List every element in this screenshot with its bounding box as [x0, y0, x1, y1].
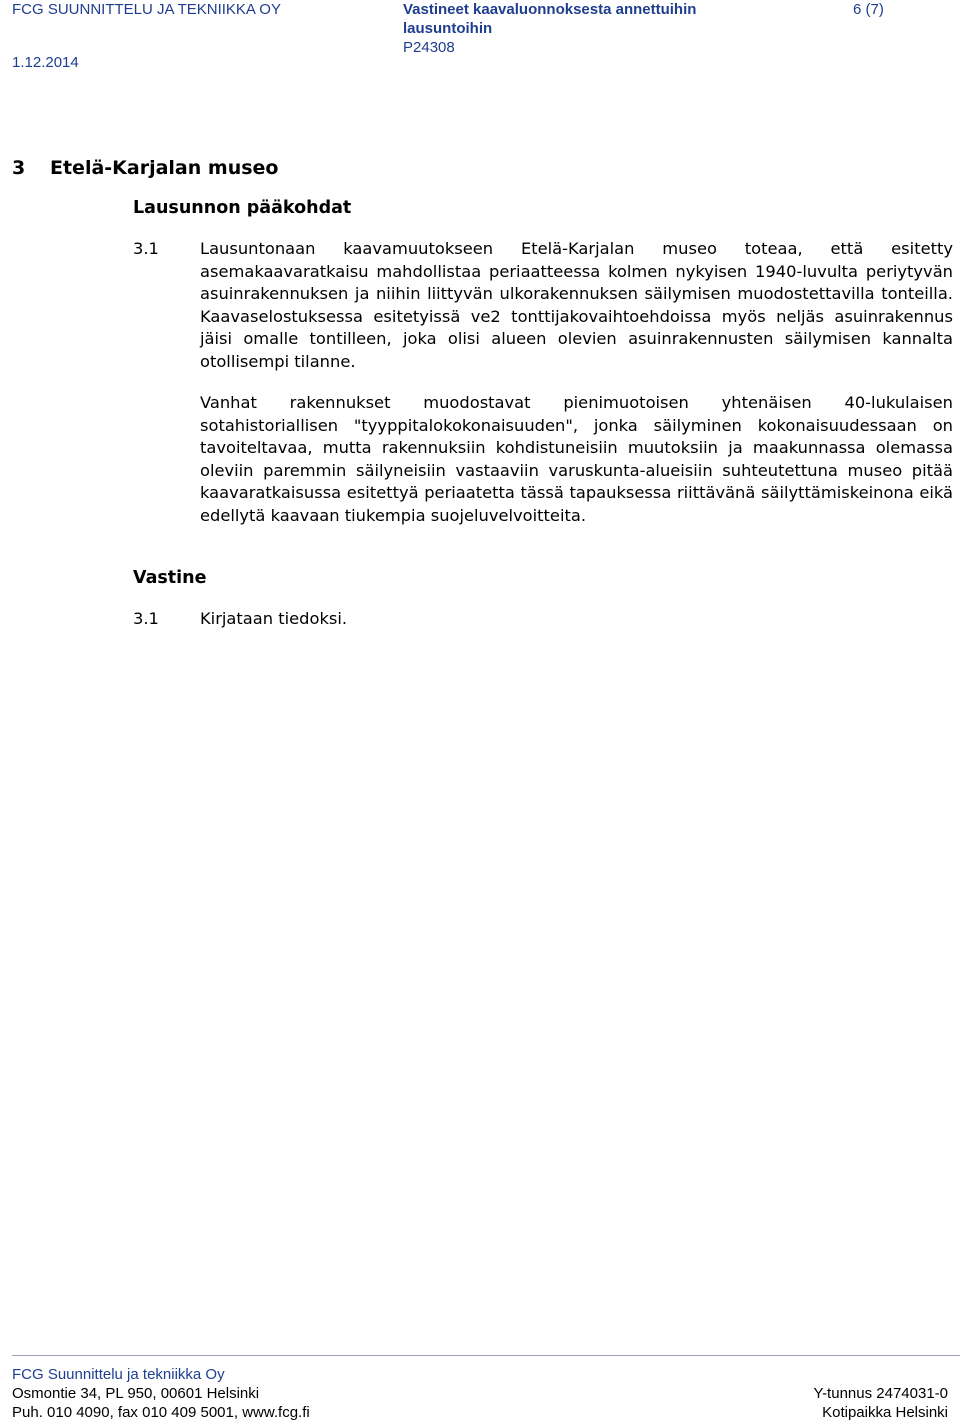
header-document-title — [403, 0, 773, 57]
subheading-main-points: Lausunnon pääkohdat — [133, 198, 352, 218]
response-text: Kirjataan tiedoksi. — [200, 609, 348, 628]
section-heading — [12, 156, 278, 180]
paragraph-museum-view: Vanhat rakennukset muodostavat pienimuotoisen yhtenäisen 40-lukulaisen sotahistoriallisen "tyyppitalokokonaisuuden", jonka säilyminen kokonaisuudessaan on tavoiteltavaa, mutta rakennuksiin kohdistuneisiin muutoksiin ja maakunnassa olemassa oleviin paremmin säilyneisiin vastaaviin varuskunta-alueisiin suhteutettuna museo pitää kaavaratkaisussa esitettyä periaatetta tässä tapauksessa riittävänä säilyttämiskeinona eikä edellytä kaavaan tiukempia suojeluvelvoitteita. — [200, 393, 953, 525]
footer-contact: Puh. 010 4090, fax 010 409 5001, www.fcg.fi — [12, 1404, 310, 1421]
footer-company: FCG Suunnittelu ja tekniikka Oy — [12, 1366, 225, 1383]
header-title-line-1: Vastineet kaavaluonnoksesta annettuihin — [403, 1, 697, 18]
footer-business-id: Y-tunnus 2474031-0 — [813, 1385, 948, 1402]
footer-address: Osmontie 34, PL 950, 00601 Helsinki — [12, 1385, 260, 1402]
header-project-code: P24308 — [403, 39, 455, 56]
section-number: 3 — [12, 157, 26, 179]
header-date: 1.12.2014 — [12, 54, 79, 71]
section-title: Etelä-Karjalan museo — [50, 157, 279, 179]
response-heading: Vastine — [133, 568, 207, 588]
footer-divider — [12, 1355, 960, 1356]
paragraph-statement: Lausuntonaan kaavamuutokseen Etelä-Karjalan museo toteaa, että esitetty asemakaavaratkaisu mahdollistaa periaatteessa kolmen nykyisen 1940-luvulta periytyvän asuinrakennuksen ja niihin liittyvän ulkorakennuksen säilymisen muodostettavilla tonteilla. Kaavaselostuksessa esitetyissä ve2 tonttijakovaihtoehdoissa myös neljäs asuinrakennus jäisi omalle tontilleen, joka olisi alueen olevien asuinrakennusten säilymisen kannalta otollisempi tilanne. — [200, 239, 953, 371]
header-company: FCG SUUNNITTELU JA TEKNIIKKA OY — [12, 1, 281, 18]
header-title-line-2: lausuntoihin — [403, 20, 493, 37]
footer-domicile: Kotipaikka Helsinki — [822, 1404, 948, 1421]
response-number: 3.1 — [133, 609, 159, 628]
item-number: 3.1 — [133, 239, 159, 258]
header-page-number: 6 (7) — [853, 1, 884, 18]
